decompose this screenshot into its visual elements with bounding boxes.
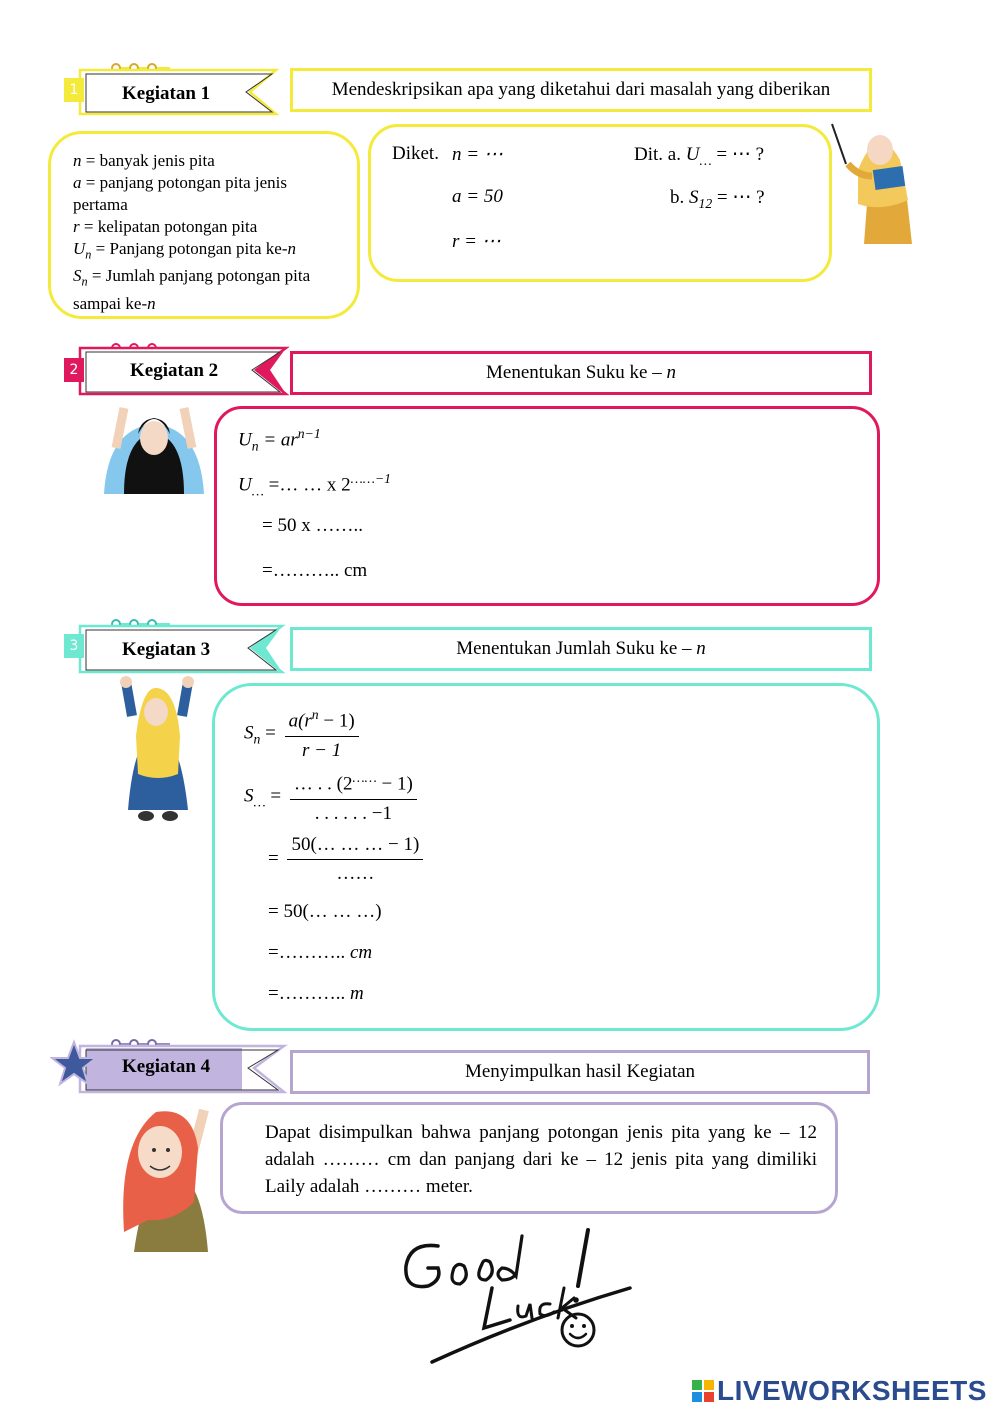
kegiatan-2-number: 2 [69,362,79,378]
known-label: Diket. [392,143,439,164]
asked-b[interactable]: b. $S_{12}$ = ⋯ ? [670,187,765,211]
kegiatan-4-header [290,1050,870,1094]
kegiatan-3-header-text: Menentukan Jumlah Suku ke – n [456,638,706,659]
known-n[interactable]: n = ⋯ [452,144,503,165]
kegiatan-1-header-text: Mendeskripsikan apa yang diketahui dari masalah yang diberikan [331,79,831,100]
k3-step-1-fraction: $\frac{\dots . . (2^{\dots\dots} - 1)}{. . . . . . -1}$ [290,770,417,825]
def-sn: $S_n$ = Jumlah panjang potongan pita sampai ke-n [73,266,311,313]
kegiatan-3-header [290,627,872,671]
good-luck-signature [398,1222,638,1368]
kegiatan-1-number: 1 [69,82,79,98]
liveworksheets-logo [692,1375,987,1406]
k3-step-2[interactable]: = $\frac{50(\dots \dots \dots - 1)}{\dots\dots}$ [268,834,427,885]
k3-step-1[interactable]: $S_\dots$ = $\frac{\dots . . (2^{\dots\dots} - 1)}{. . . . . . -1}$ [244,770,421,825]
kegiatan-3-number: 3 [69,638,79,654]
liveworksheets-mark-icon [692,1380,714,1402]
def-a: a = panjang potongan pita jenis pertama [73,173,288,214]
teacher-illustration [828,120,928,248]
student-waving-illustration [114,1102,220,1260]
student-cheering-illustration [94,398,214,494]
known-a[interactable]: a = 50 [452,186,503,207]
k2-step-2[interactable]: = 50 x …….. [262,515,363,536]
def-n: n = banyak jenis pita [73,151,215,170]
def-r: r = kelipatan potongan pita [73,217,258,236]
k2-step-3[interactable]: =……….. cm [262,560,368,581]
asked-a[interactable]: Dit. a. $U_\dots$ = ⋯ ? [634,144,765,168]
k3-formula: $S_n$ = $\frac{a(r^n - 1)}{r - 1}$ [244,707,363,762]
kegiatan-1-header [290,68,872,112]
kegiatan-2-header [290,351,872,395]
conclusion-text[interactable]: Dapat disimpulkan bahwa panjang potongan jenis pita yang ke – 12 adalah ……… cm dan panjang dari ke – 12 jenis pita yang dimiliki Laily adalah ……… meter. [265,1122,817,1197]
kegiatan-2-title: Kegiatan 2 [130,360,219,381]
k3-step-2-fraction: $\frac{50(\dots \dots \dots - 1)}{\dots\dots}$ [287,834,423,885]
k3-step-3[interactable]: = 50(… … …) [268,901,382,922]
k3-step-5[interactable]: =……….. m [268,983,364,1004]
k3-formula-fraction: $\frac{a(r^n - 1)}{r - 1}$ [285,707,359,762]
k2-formula: $U_n = ar^{n-1}$ [238,426,321,454]
student-arms-up-illustration [112,676,202,824]
k3-step-4[interactable]: =……….. cm [268,942,373,963]
kegiatan-4-header-text: Menyimpulkan hasil Kegiatan [464,1061,696,1082]
k2-step-1[interactable]: $U_\dots$ =… … x $2^{\dots\dots-1}$ [238,471,391,499]
kegiatan-2-header-text: Menentukan Suku ke – n [486,362,676,383]
definitions-box [48,131,360,319]
def-un: $U_n$ = Panjang potongan pita ke-n [73,239,296,262]
kegiatan-3-title: Kegiatan 3 [122,639,211,660]
known-r[interactable]: r = ⋯ [452,231,501,252]
conclusion-box [220,1102,838,1214]
kegiatan-4-title: Kegiatan 4 [122,1056,211,1077]
kegiatan-1-title: Kegiatan 1 [122,83,211,104]
liveworksheets-text: LIVEWORKSHEETS [717,1375,987,1406]
